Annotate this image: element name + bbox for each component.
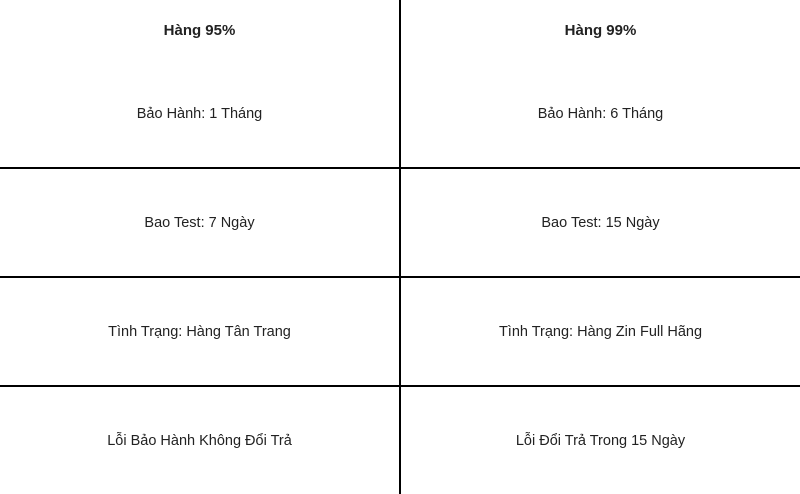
cell-test-period-95: Bao Test: 7 Ngày [0, 168, 400, 277]
cell-condition-99: Tình Trạng: Hàng Zin Full Hãng [400, 277, 800, 386]
cell-return-policy-95: Lỗi Bảo Hành Không Đổi Trả [0, 386, 400, 494]
cell-test-period-99: Bao Test: 15 Ngày [400, 168, 800, 277]
table-row [0, 60, 800, 168]
table-body [0, 60, 800, 494]
table-row [0, 168, 800, 277]
cell-return-policy-99: Lỗi Đổi Trả Trong 15 Ngày [400, 386, 800, 494]
table-header-row [0, 0, 800, 60]
column-header-grade-95: Hàng 95% [0, 0, 400, 60]
table-row [0, 277, 800, 386]
table-row [0, 386, 800, 494]
cell-condition-95: Tình Trạng: Hàng Tân Trang [0, 277, 400, 386]
table-header [0, 0, 800, 60]
cell-warranty-95: Bảo Hành: 1 Tháng [0, 60, 400, 168]
column-header-grade-99: Hàng 99% [400, 0, 800, 60]
cell-warranty-99: Bảo Hành: 6 Tháng [400, 60, 800, 168]
